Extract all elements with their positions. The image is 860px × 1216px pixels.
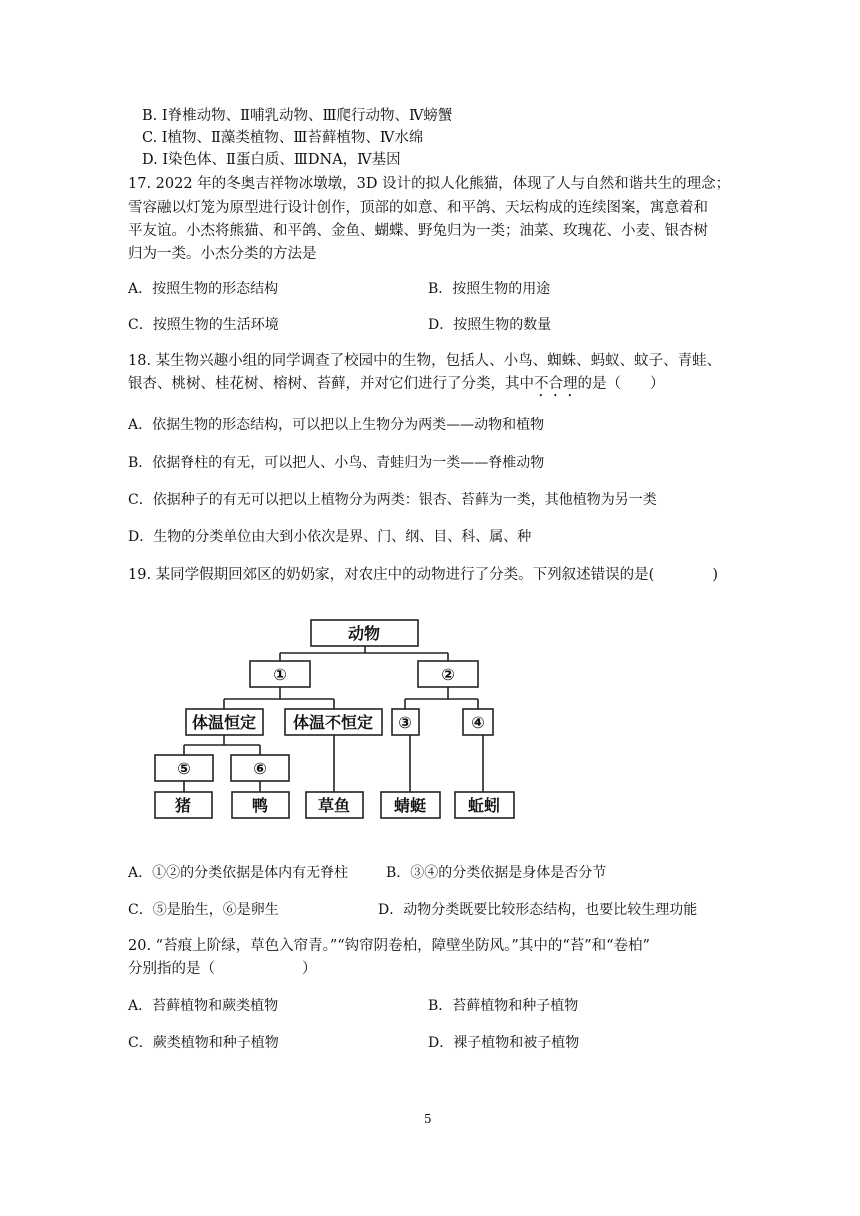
q18-stem-line-1: 18. 某生物兴趣小组的同学调查了校园中的生物，包括人、小鸟、蜘蛛、蚂蚁、蚊子、青蛙、 (128, 353, 722, 369)
q20-stem-line-1: 20. “苔痕上阶绿，草色入帘青。”“钩帘阴卷柏，障壁坐防风。”其中的“苔”和“卷柏” (128, 938, 650, 954)
q18-stem-line-2-pre: 银杏、桃树、桂花树、榕树、苔藓，并对它们进行了分类，其中 (128, 376, 534, 392)
q17-stem-line-3: 平友谊。小杰将熊猫、和平鸽、金鱼、蝴蝶、野兔归为一类；油菜、玫瑰花、小麦、银杏树 (128, 223, 708, 239)
q20-option-c: C．蕨类植物和种子植物 (128, 1035, 279, 1051)
q18-option-d: D．生物的分类单位由大到小依次是界、门、纲、目、科、属、种 (128, 529, 532, 545)
diagram-cold-blooded: 体温不恒定 (292, 713, 374, 732)
q19-option-d: D．动物分类既要比较形态结构，也要比较生理功能 (378, 902, 698, 918)
q17-option-c: C．按照生物的生活环境 (128, 317, 279, 333)
diagram-node-5: ⑤ (177, 759, 191, 778)
q16-option-c: C. Ⅰ植物、Ⅱ藻类植物、Ⅲ苔藓植物、Ⅳ水绵 (142, 130, 424, 146)
diagram-leaf-earthworm: 蚯蚓 (467, 796, 501, 815)
diagram-leaf-dragonfly: 蜻蜓 (393, 796, 427, 815)
q17-option-d: D．按照生物的数量 (428, 317, 552, 333)
q17-option-b: B．按照生物的用途 (428, 281, 551, 297)
q19-option-c: C．⑤是胎生，⑥是卵生 (128, 902, 279, 918)
q18-stem-line-2-post: 的是（ ） (577, 376, 665, 392)
diagram-node-3: ③ (398, 713, 412, 732)
q18-emphasis-text: 不合理 (534, 376, 578, 392)
q19-option-a: A．①②的分类依据是体内有无脊柱 (128, 865, 349, 881)
q18-option-a: A．依据生物的形态结构，可以把以上生物分为两类——动物和植物 (128, 417, 545, 433)
q20-option-a: A．苔藓植物和蕨类植物 (128, 998, 279, 1014)
diagram-root-label: 动物 (347, 624, 381, 643)
q20-option-b: B．苔藓植物和种子植物 (428, 998, 579, 1014)
q16-option-b: B. Ⅰ脊椎动物、Ⅱ哺乳动物、Ⅲ爬行动物、Ⅳ螃蟹 (142, 108, 453, 124)
diagram-node-6: ⑥ (253, 759, 267, 778)
diagram-node-4: ④ (471, 713, 485, 732)
q19-option-b: B．③④的分类依据是身体是否分节 (386, 865, 607, 881)
diagram-leaf-pig: 猪 (174, 796, 192, 815)
q17-option-a: A．按照生物的形态结构 (128, 281, 279, 297)
q16-option-d: D. Ⅰ染色体、Ⅱ蛋白质、ⅢDNA，Ⅳ基因 (142, 152, 401, 168)
diagram-leaf-fish: 草鱼 (317, 796, 351, 815)
q19-stem: 19. 某同学假期回郊区的奶奶家，对农庄中的动物进行了分类。下列叙述错误的是( ) (128, 567, 718, 583)
q17-stem-line-2: 雪容融以灯笼为原型进行设计创作，顶部的如意、和平鸽、天坛构成的连续图案，寓意着和 (128, 200, 708, 216)
diagram-leaf-duck: 鸭 (251, 796, 269, 815)
q17-stem-line-1: 17. 2022 年的冬奥吉祥物冰墩墩，3D 设计的拟人化熊猫，体现了人与自然和谐共生的理念； (128, 176, 731, 192)
q20-stem-line-2: 分别指的是（ ） (128, 961, 317, 977)
diagram-warm-blooded: 体温恒定 (191, 713, 257, 732)
diagram-node-1: ① (273, 665, 287, 684)
q17-stem-line-4: 归为一类。小杰分类的方法是 (128, 246, 317, 262)
q18-option-c: C．依据种子的有无可以把以上植物分为两类：银杏、苔藓为一类，其他植物为另一类 (128, 492, 657, 508)
q18-option-b: B．依据脊柱的有无，可以把人、小鸟、青蛙归为一类——脊椎动物 (128, 455, 545, 471)
diagram-node-2: ② (441, 665, 455, 684)
page-number: 5 (424, 1112, 432, 1126)
q20-option-d: D．裸子植物和被子植物 (428, 1035, 580, 1051)
